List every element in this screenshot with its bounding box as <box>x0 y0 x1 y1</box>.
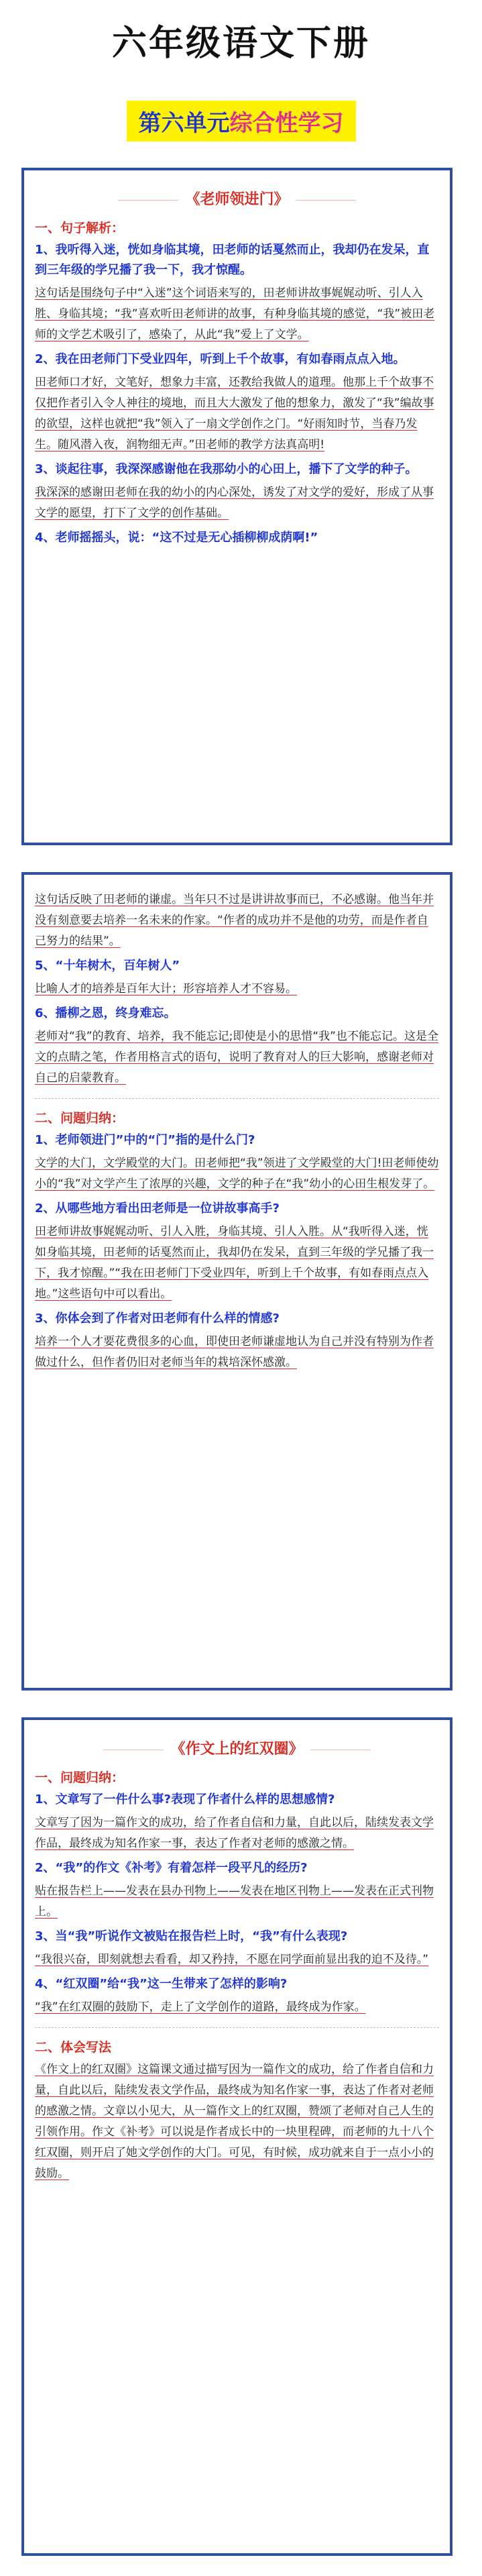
writing-analysis: 《作文上的红双圈》这篇课文通过描写因为一篇作文的成功，给了作者自信和力量，自此以后，陆续发表文学作品，最终成为知名作家一事，表达了作者对老师的感激之情。文章以小见大，从一篇作文上的红双圈，赞颂了老师对自己人生的引领作用。作文《补考》可以说是作者成长中的一块里程碑，而老师的九十八个红双圈，则开启了她文学创作的大门。可见，有时候，成功就来自于一点小小的鼓励。 <box>35 2063 434 2180</box>
divider <box>35 2027 439 2028</box>
answer-4: 这句话反映了田老师的谦虚。当年只不过是讲讲故事而已，不必感谢。他当年并没有刻意要去培养一名未来的作家。“作者的成功并不是他的功劳，而是作者自己努力的结果”。 <box>35 893 434 948</box>
answer-6: 老师对“我”的教育、培养，我不能忘记;即使是小的思惜“我”也不能忘记。这是全文的点睛之笔，作者用格言式的语句，说明了教育对人的巨大影响，感谢老师对自己的启蒙教育。 <box>35 1030 438 1085</box>
unit-title <box>127 101 356 142</box>
page-title: 六年级语文下册 <box>111 23 370 64</box>
unit-title-part2: 综合性学习 <box>229 110 344 137</box>
question-2: 2、“我”的作文《补考》有着怎样一段平凡的经历? <box>35 1861 308 1875</box>
answer-1: 这句话是围绕句子中“入迷”这个词语来写的，田老师讲故事娓娓动听、引人入胜、身临其境；“我”喜欢听田老师讲的故事，有种身临其境的感觉，“我”被田老师的文学艺术吸引了，感染了，从此“我”爱上了文学。 <box>35 286 435 341</box>
section-heading: 二、问题归纳： <box>35 1111 125 1126</box>
question-5: 5、“十年树木，百年树人” <box>35 959 180 973</box>
answer-1: 文章写了因为一篇作文的成功，给了作者自信和力量，自此以后，陆续发表文学作品，最终成为知名作家一事，表达了作者对老师的感激之情。 <box>35 1816 434 1850</box>
summary-answer-2: 田老师讲故事娓娓动听、引人入胜，身临其境、引人入胜。从“我听得入迷，恍如身临其境，田老师的话戛然而止，我却仍在发呆，直到三年级的学兄播了我一下，我才惊醒。”“我在田老师门下受业四年，听到上千个故事，有如春雨点点入地。”这些语句中可以看出。 <box>35 1225 434 1301</box>
card-lesson-laoshi <box>21 168 453 845</box>
summary-question-1: 1、老师领进门”中的“门”指的是什么门? <box>35 1133 255 1147</box>
section-heading-2: 二、体会写法 <box>35 2040 112 2055</box>
lesson-title <box>35 188 439 209</box>
title-divider-right <box>296 200 356 201</box>
question-3: 3、谈起往事，我深深感谢他在我那幼小的心田上，播下了文学的种子。 <box>35 462 418 476</box>
answer-5: 比喻人才的培养是百年大计；形容培养人才不容易。 <box>35 982 297 996</box>
section-heading: 一、句子解析： <box>35 221 125 235</box>
summary-question-2: 2、从哪些地方看出田老师是一位讲故事高手? <box>35 1201 280 1216</box>
summary-answer-1: 文学的大门，文学殿堂的大门。田老师把“我”领进了文学殿堂的大门!田老师使幼小的“我”对文学产生了浓厚的兴趣，文学的种子在“我”幼小的心田生根发芽了。 <box>35 1157 439 1191</box>
summary-question-3: 3、你体会到了作者对田老师有什么样的情感? <box>35 1311 280 1326</box>
section-heading: 一、问题归纳： <box>35 1770 125 1785</box>
card-lesson-laoshi-continued <box>21 872 453 1690</box>
lesson-title <box>35 1737 439 1758</box>
lesson-title-text: 《老师领进门》 <box>185 191 289 208</box>
lesson-title-text: 《作文上的红双圈》 <box>170 1741 304 1758</box>
question-3: 3、当“我”听说作文被贴在报告栏上时，“我”有什么表现? <box>35 1929 348 1943</box>
title-divider-left <box>118 200 178 201</box>
question-2: 2、我在田老师门下受业四年，听到上千个故事，有如春雨点点入地。 <box>35 352 406 366</box>
unit-title-wrap <box>0 101 482 142</box>
answer-2: 田老师口才好，文笔好，想象力丰富，还教给我做人的道理。他那上千个故事不仅把作者引入令人神往的境地，而且大大激发了他的想象力，激发了“我”编故事的欲望，这样也就把“我”领入了一扇文学创作之门。“好雨知时节，当春乃发生。随风潜入夜，润物细无声。”田老师的教学方法真高明! <box>35 376 434 451</box>
unit-title-part1: 第六单元 <box>138 110 230 137</box>
question-6: 6、播柳之恩，终身难忘。 <box>35 1006 176 1020</box>
question-1: 1、我听得入迷，恍如身临其境，田老师的话戛然而止，我却仍在发呆，直到三年级的学兄播了我一下，我才惊醒。 <box>35 243 430 277</box>
card-lesson-hongshuangquan <box>21 1717 453 2556</box>
question-4: 4、“红双圈”给“我”这一生带来了怎样的影响? <box>35 1977 288 1991</box>
answer-4: “我”在红双圈的鼓励下，走上了文学创作的道路，最终成为作家。 <box>35 2000 366 2014</box>
question-4: 4、老师摇摇头，说：“这不过是无心插柳柳成荫啊!” <box>35 531 318 545</box>
summary-answer-3: 培养一个人才要花费很多的心血，即使田老师谦虚地认为自己并没有特别为作者做过什么，但作者仍旧对老师当年的栽培深怀感激。 <box>35 1335 434 1369</box>
divider <box>35 1098 439 1099</box>
answer-2: 贴在报告栏上——发表在县办刊物上——发表在地区刊物上——发表在正式刊物上。 <box>35 1884 434 1919</box>
answer-3: 我深深的感谢田老师在我的幼小的内心深处，诱发了对文学的爱好，形成了从事文学的愿望，打下了文学的创作基础。 <box>35 486 434 520</box>
answer-3: “我很兴奋，即刻就想去看看，却又矜持，不愿在同学面前显出我的迫不及待。” <box>35 1953 429 1966</box>
question-1: 1、文章写了一件什么事?表现了作者什么样的思想感情? <box>35 1792 335 1807</box>
